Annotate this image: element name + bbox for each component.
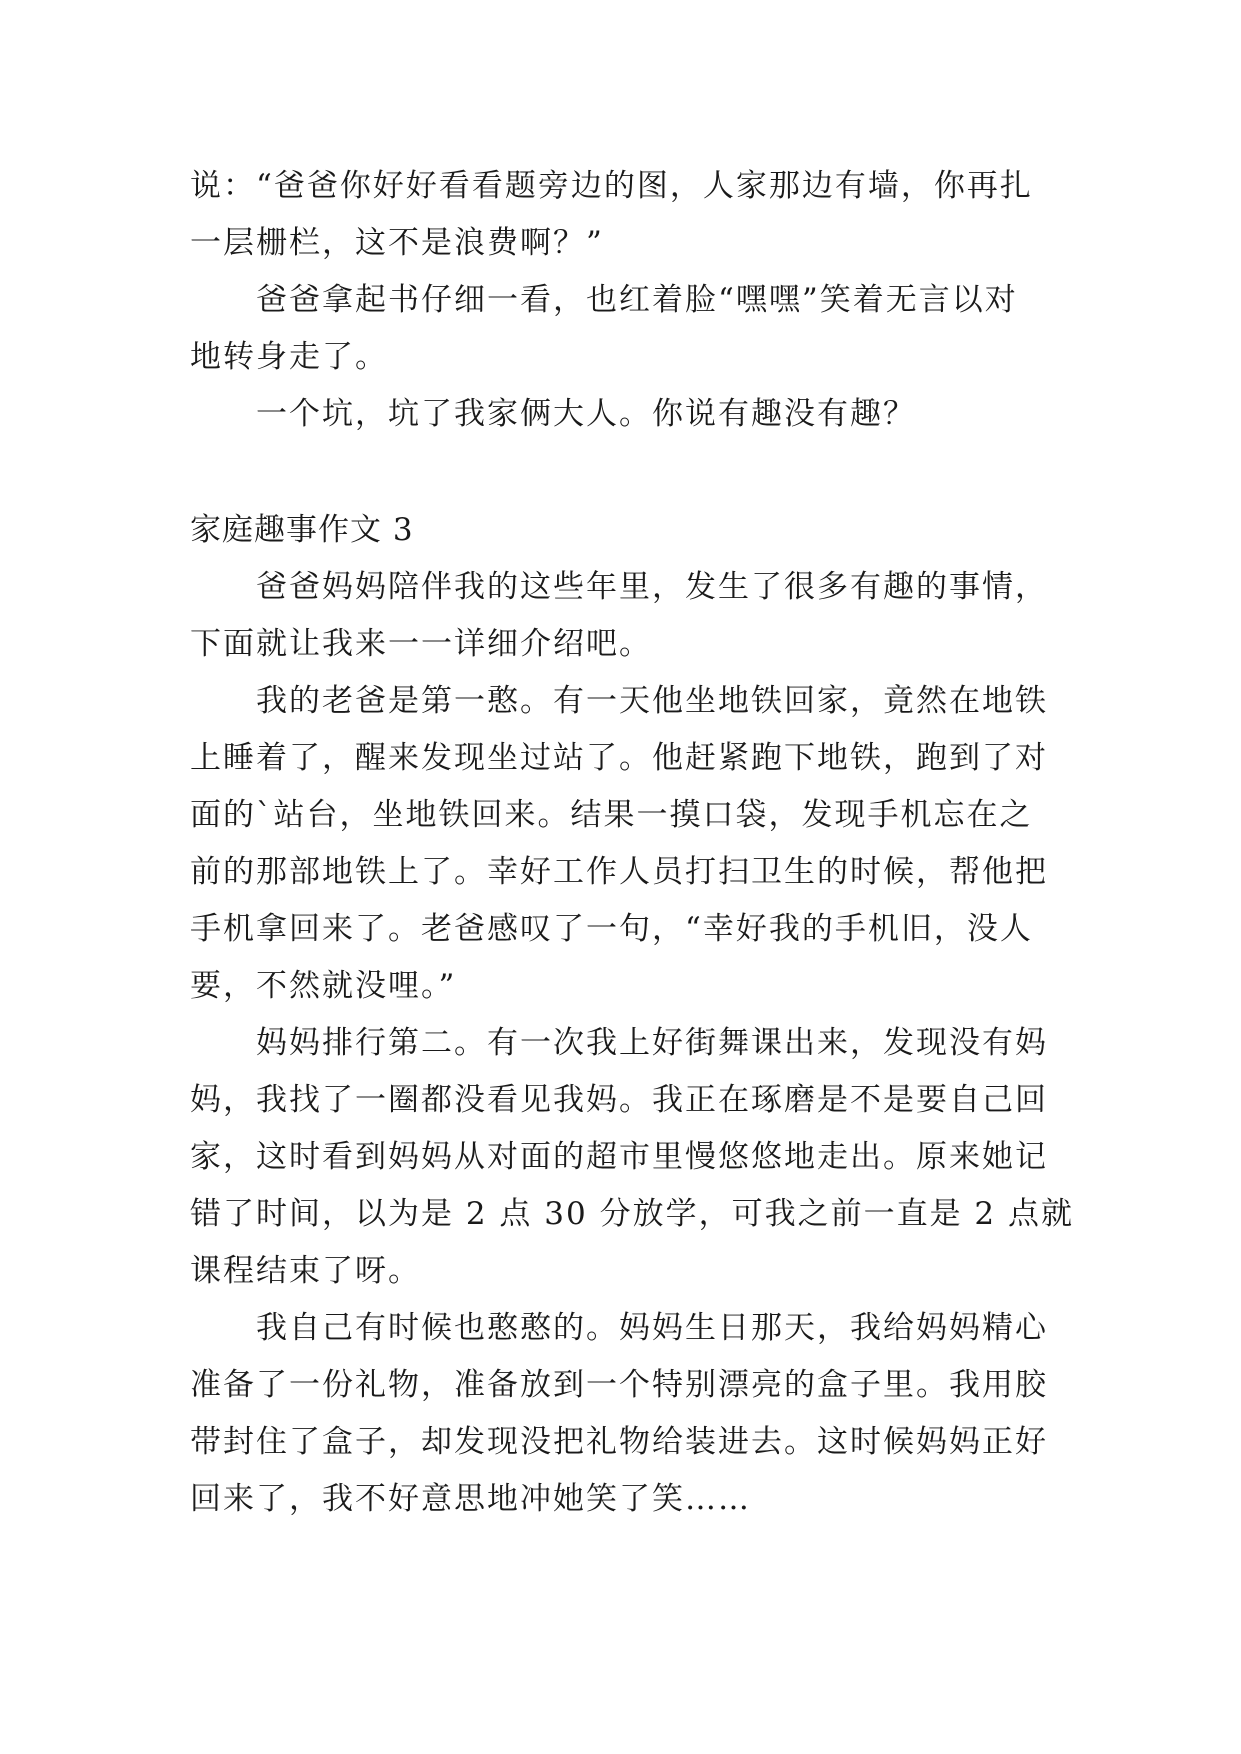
text-line: 要，不然就没哩。” [190,968,457,1004]
text-line: 课程结束了呀。 [190,1253,421,1289]
paragraph-mom-story [190,1015,1075,1300]
text-line: 带封住了盒子，却发现没把礼物给装进去。这时候妈妈正好 [190,1424,1048,1460]
text-line: 我的老爸是第一憨。有一天他坐地铁回家，竟然在地铁 [256,683,1048,719]
text-line: 错了时间，以为是 2 点 30 分放学，可我之前一直是 2 点就 [190,1196,1075,1232]
text-line: 上睡着了，醒来发现坐过站了。他赶紧跑下地铁，跑到了对 [190,740,1048,776]
text-line: 我自己有时候也憨憨的。妈妈生日那天，我给妈妈精心 [256,1310,1048,1346]
text-line: 回来了，我不好意思地冲她笑了笑…… [190,1481,751,1517]
paragraph-dad-story [190,673,1052,1015]
text-line: 前的那部地铁上了。幸好工作人员打扫卫生的时候，帮他把 [190,854,1048,890]
paragraph-conclusion [190,386,1052,443]
text-line: 一层栅栏，这不是浪费啊？” [190,225,604,261]
text-line: 爸爸妈妈陪伴我的这些年里，发生了很多有趣的事情， [256,569,1048,605]
text-line: 说：“爸爸你好好看看题旁边的图，人家那边有墙，你再扎 [190,168,1033,204]
paragraph-dad-reaction [190,272,1052,386]
text-line: 面的`站台，坐地铁回来。结果一摸口袋，发现手机忘在之 [190,797,1033,833]
text-line: 妈，我找了一圈都没看见我妈。我正在琢磨是不是要自己回 [190,1082,1048,1118]
text-line: 下面就让我来一一详细介绍吧。 [190,626,652,662]
section-gap [190,443,1052,502]
text-line: 准备了一份礼物，准备放到一个特别漂亮的盒子里。我用胶 [190,1367,1048,1403]
paragraph-fence-continuation [190,158,1052,272]
essay-heading: 家庭趣事作文 3 [190,512,414,548]
document-page [190,158,1075,1528]
paragraph-my-story [190,1300,1052,1528]
paragraph-intro [190,559,1052,673]
text-line: 地转身走了。 [190,339,388,375]
text-line: 手机拿回来了。老爸感叹了一句，“幸好我的手机旧，没人 [190,911,1033,947]
text-line: 一个坑，坑了我家俩大人。你说有趣没有趣？ [256,396,916,432]
text-line: 妈妈排行第二。有一次我上好街舞课出来，发现没有妈 [256,1025,1048,1061]
text-line: 爸爸拿起书仔细一看，也红着脸“嘿嘿”笑着无言以对 [256,282,1018,318]
text-line: 家，这时看到妈妈从对面的超市里慢悠悠地走出。原来她记 [190,1139,1048,1175]
